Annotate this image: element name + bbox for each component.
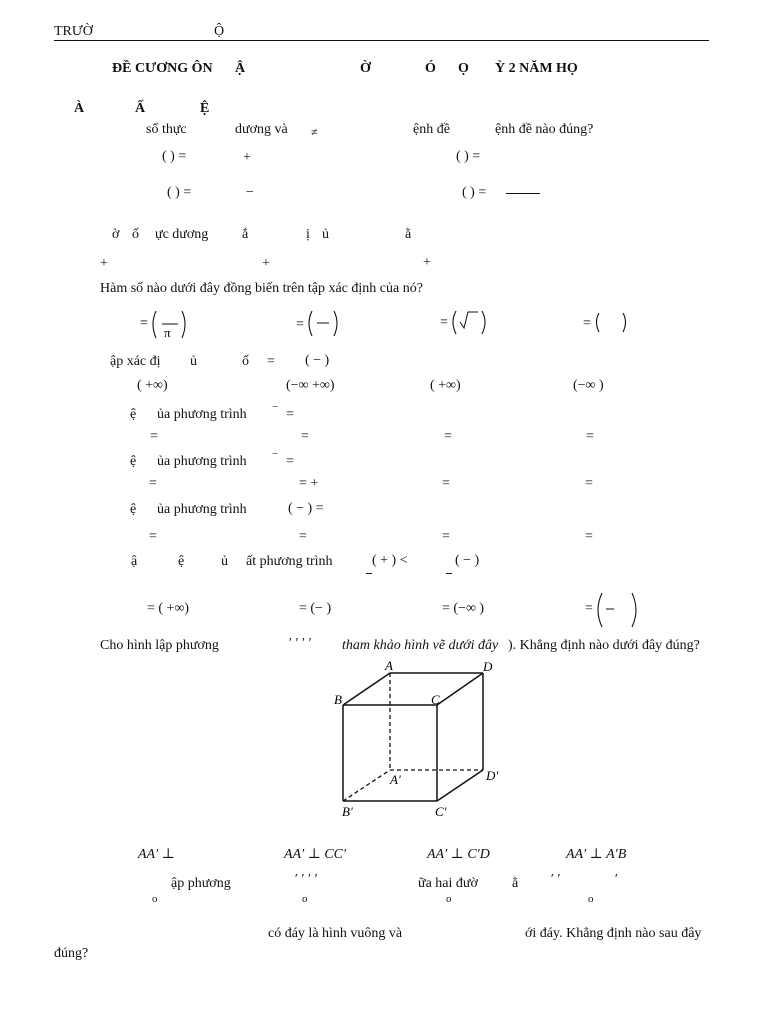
q10-option-a-degree: o: [152, 893, 158, 905]
vertex-label-c: C: [431, 692, 440, 707]
svg-text:=: =: [296, 317, 304, 332]
q7-text-a: ệ: [130, 502, 137, 517]
q7-text-b: ủa phương trình: [157, 502, 247, 517]
q1-option-d: ( ) =: [462, 185, 487, 200]
q8-option-b: = (− ): [299, 601, 332, 616]
q1-text-b: dương và: [235, 122, 288, 137]
left-paren-shape: [598, 593, 602, 627]
q5-text-a: ệ: [130, 407, 137, 422]
q5-text-b: ủa phương trình: [157, 407, 247, 422]
doc-title-part2: Ậ: [235, 61, 246, 76]
q5-option-a: =: [150, 429, 158, 444]
q1-option-a-plus: +: [243, 150, 251, 165]
q1-fraction-bar: [506, 193, 540, 194]
q8-option-c: = (−∞ ): [442, 601, 485, 616]
q4-text-e: ( − ): [305, 353, 330, 368]
q10-option-d-degree: o: [588, 893, 594, 905]
q10-option-c-degree: o: [446, 893, 452, 905]
svg-text:=: =: [140, 316, 148, 331]
q8-text-c: ủ: [221, 554, 228, 569]
q8-text-b: ệ: [178, 554, 185, 569]
q2-text-a: ờ: [112, 227, 120, 242]
vertex-label-d: D: [483, 659, 493, 674]
q10-text-c: ằ: [512, 876, 519, 891]
q11-text-a: có đáy là hình vuông và: [268, 926, 403, 941]
section-heading-c: Ệ: [200, 101, 210, 116]
doc-title-part6: Ỳ 2 NĂM HỌ: [495, 61, 578, 76]
right-paren-shape: [632, 593, 636, 627]
q2-text-f: ủ: [322, 227, 329, 242]
q5-option-d: =: [586, 429, 594, 444]
doc-title-part4: Ó: [425, 61, 436, 76]
q5-option-b: =: [301, 429, 309, 444]
q9-text-c: ). Khẳng định nào dưới đây đúng?: [508, 638, 700, 653]
vertex-label-a-prime: A′: [390, 772, 401, 787]
doc-title-part5: Ọ: [458, 61, 469, 76]
q3-text: Hàm số nào dưới đây đồng biến trên tập xác định của nó?: [100, 281, 423, 296]
q9-option-a: AA′ ⊥: [138, 847, 175, 862]
q2-text-c: ực dương: [155, 227, 209, 242]
q5-exponent-minus: −: [272, 401, 279, 413]
q10-option-b-degree: o: [302, 893, 308, 905]
q4-text-b: ủ: [190, 354, 197, 369]
q8-log-base-mark-2: [446, 573, 452, 574]
q4-text-d: =: [267, 354, 275, 369]
q6-equals: =: [286, 454, 294, 469]
q9-option-d: AA′ ⊥ A′B: [566, 847, 627, 862]
q7-option-d: =: [585, 529, 593, 544]
q9-text-a: Cho hình lập phương: [100, 638, 219, 653]
q6-option-c: =: [442, 476, 450, 491]
q8-option-d-parens: [594, 590, 640, 630]
q10-text-b: ữa hai đườ: [418, 876, 478, 891]
doc-title-part1: ĐỀ CƯƠNG ÔN: [112, 61, 213, 76]
q8-inequality-right: ( − ): [455, 553, 480, 568]
q7-option-a: =: [149, 529, 157, 544]
q2-text-d: ắ: [242, 227, 249, 242]
right-paren-shape: [182, 311, 185, 338]
right-paren-shape: [334, 311, 337, 336]
vertex-label-b: B: [334, 692, 342, 707]
left-paren-shape: [453, 311, 456, 334]
left-paren-shape: [153, 311, 156, 338]
q1-option-a: ( ) =: [162, 149, 187, 164]
q8-option-d: =: [585, 601, 593, 616]
q4-text-c: ố: [242, 354, 249, 369]
vertex-label-b-prime: B′: [342, 804, 353, 819]
q6-text-a: ệ: [130, 454, 137, 469]
q1-option-c: ( ) =: [167, 185, 192, 200]
q10-primes: ′ ′ ′ ′: [294, 872, 317, 887]
left-paren-shape: [309, 311, 312, 336]
q6-text-b: ủa phương trình: [157, 454, 247, 469]
q6-option-d: =: [585, 476, 593, 491]
q11-text-c: đúng?: [54, 946, 89, 961]
school-name: TRƯỜ: [54, 24, 93, 39]
cube-figure: [330, 658, 510, 823]
q8-text-a: ậ: [131, 554, 138, 569]
q4-option-a: ( +∞): [137, 378, 168, 393]
q4-option-d: (−∞ ): [573, 378, 604, 393]
q8-inequality-left: ( + ) <: [372, 553, 408, 568]
q2-text-b: ố: [132, 227, 139, 242]
svg-text:=: =: [583, 316, 591, 331]
q2-text-g: ằ: [405, 227, 412, 242]
q10-text-a: ập phương: [171, 876, 231, 891]
q8-option-a: = ( +∞): [147, 601, 190, 616]
q1-neq: ≠: [311, 125, 318, 139]
left-paren-shape: [597, 313, 600, 332]
right-paren-shape: [623, 313, 626, 332]
q3-pi: π: [164, 325, 171, 340]
q4-text-a: ập xác đị: [110, 354, 161, 369]
q2-option-a: +: [100, 256, 108, 271]
section-heading-b: Ấ: [135, 101, 146, 116]
q8-log-base-mark: [366, 573, 372, 574]
q7-option-b: =: [299, 529, 307, 544]
q10-primes-2: ′ ′: [550, 872, 560, 887]
q3-option-a-formula: [140, 304, 192, 344]
section-heading-a: À: [74, 101, 85, 116]
sqrt-shape: [460, 312, 478, 328]
q4-option-b: (−∞ +∞): [286, 378, 335, 393]
q7-option-c: =: [442, 529, 450, 544]
vertex-label-a: A: [385, 658, 393, 673]
school-name-tail: Ộ: [214, 24, 225, 39]
vertex-label-d-prime: D′: [486, 768, 499, 783]
q6-option-a: =: [149, 476, 157, 491]
q6-option-b: = +: [299, 476, 319, 491]
q9-option-c: AA′ ⊥ C′D: [427, 847, 490, 862]
q5-option-c: =: [444, 429, 452, 444]
q8-text-d: ất phương trình: [246, 554, 333, 569]
q1-text-c: ệnh đề: [413, 122, 450, 137]
q6-exponent-minus: −: [272, 448, 279, 460]
doc-title-part3: Ờ: [360, 61, 371, 76]
q3-option-b-formula: [296, 306, 342, 340]
q9-option-b: AA′ ⊥ CC′: [284, 847, 347, 862]
q9-text-b: tham khảo hình vẽ dưới đây: [342, 638, 499, 653]
q7-equation: ( − ) =: [288, 501, 324, 516]
q9-primes: ′ ′ ′ ′: [288, 636, 311, 651]
q2-text-e: ị: [306, 227, 310, 242]
q4-option-c: ( +∞): [430, 378, 461, 393]
q1-option-c-minus: −: [246, 185, 254, 200]
q1-option-b: ( ) =: [456, 149, 481, 164]
q1-text-d: ệnh đề nào đúng?: [495, 122, 594, 137]
q11-text-b: ới đáy. Khẳng định nào sau đây: [525, 926, 702, 941]
q10-primes-3: ′: [614, 872, 618, 887]
q2-option-b: +: [262, 256, 270, 271]
q3-option-d-formula: [583, 310, 633, 336]
q3-option-c-formula: [440, 306, 488, 338]
q2-option-c: +: [423, 255, 431, 270]
q5-equals: =: [286, 407, 294, 422]
header-rule: [54, 40, 709, 41]
right-paren-shape: [482, 311, 485, 334]
svg-text:=: =: [440, 315, 448, 330]
vertex-label-c-prime: C′: [435, 804, 447, 819]
q1-text-a: số thực: [146, 122, 187, 137]
